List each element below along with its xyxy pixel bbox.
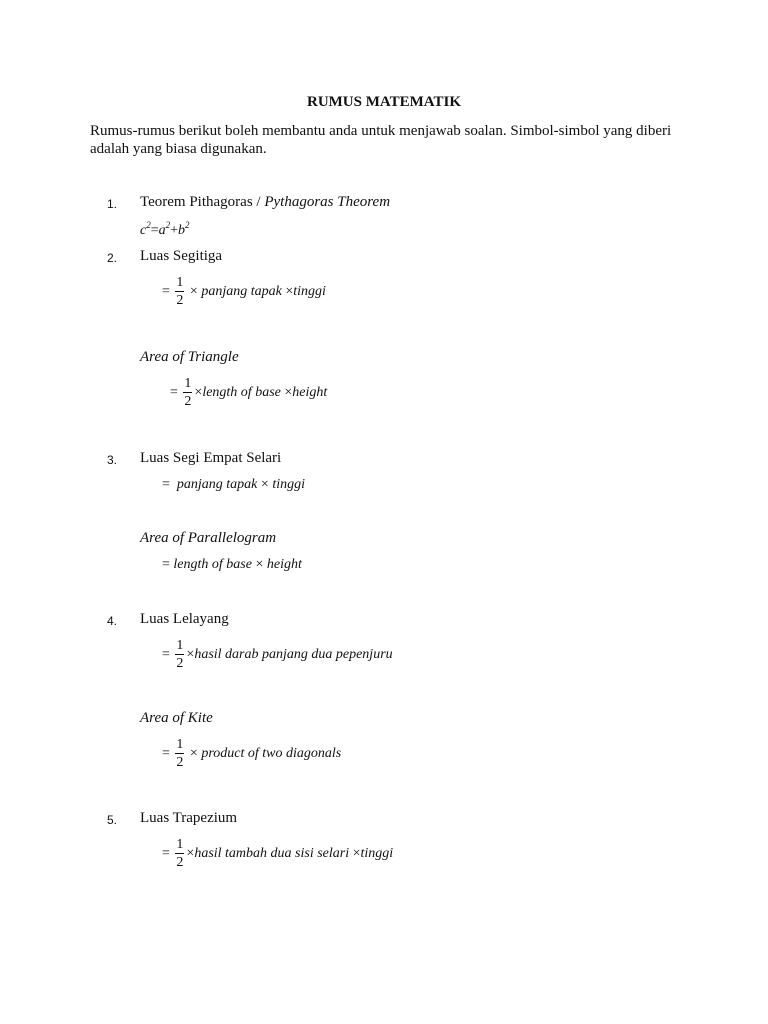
- item-heading-3: Luas Segi Empat Selari: [140, 450, 282, 466]
- pythagoras-formula: [140, 220, 190, 239]
- times-sign: ×: [285, 284, 294, 300]
- fraction-half: [183, 377, 192, 409]
- times-sign: ×: [189, 284, 198, 300]
- page-title: RUMUS MATEMATIK: [306, 94, 462, 110]
- heading-en: Pythagoras Theorem: [264, 194, 391, 210]
- item-heading-en-2: Area of Triangle: [140, 349, 239, 365]
- denominator: 2: [176, 755, 184, 770]
- var-b: b: [178, 223, 186, 238]
- times-sign: ×: [186, 647, 195, 663]
- times-sign: ×: [189, 746, 198, 762]
- numerator: 1: [184, 376, 192, 391]
- exponent: 2: [146, 220, 151, 230]
- item-number-3: 3.: [107, 453, 118, 467]
- fraction-half: [175, 838, 184, 870]
- kite-formula-ms: [162, 639, 393, 671]
- var-a: a: [158, 223, 166, 238]
- kite-formula-en: [162, 738, 341, 770]
- equals-sign: =: [170, 385, 178, 401]
- formula-text: length of base: [173, 557, 252, 572]
- formula-text: hasil darab panjang dua pepenjuru: [194, 647, 393, 663]
- fraction-half: [175, 738, 184, 770]
- denominator: 2: [176, 656, 184, 671]
- item-heading-1: [140, 194, 390, 211]
- times-sign: ×: [260, 477, 269, 492]
- formula-text: height: [266, 557, 302, 572]
- equals-sign: =: [162, 284, 170, 300]
- parallelogram-formula-en: [162, 557, 302, 573]
- triangle-formula-en: [170, 377, 327, 409]
- equals-sign: =: [162, 557, 170, 572]
- fraction-half: [175, 639, 184, 671]
- numerator: 1: [176, 638, 184, 653]
- numerator: 1: [176, 837, 184, 852]
- numerator: 1: [176, 737, 184, 752]
- item-number-2: 2.: [107, 251, 118, 265]
- item-number-5: 5.: [107, 813, 118, 827]
- item-heading-5: Luas Trapezium: [140, 810, 238, 826]
- times-sign: ×: [284, 385, 293, 401]
- times-sign: ×: [352, 846, 361, 862]
- times-sign: ×: [194, 385, 203, 401]
- equals-sign: =: [150, 223, 159, 238]
- equals-sign: =: [162, 647, 170, 663]
- item-heading-en-3: Area of Parallelogram: [140, 530, 277, 546]
- formula-text: tinggi: [293, 284, 326, 300]
- equals-sign: =: [162, 477, 170, 492]
- intro-paragraph: Rumus-rumus berikut boleh membantu anda untuk menjawab soalan. Simbol-simbol yang diberi adalah yang biasa digunakan.: [90, 123, 672, 157]
- denominator: 2: [176, 293, 184, 308]
- formula-text: tinggi: [360, 846, 394, 862]
- numerator: 1: [176, 275, 184, 290]
- heading-ms: Teorem Pithagoras: [140, 194, 253, 210]
- exponent: 2: [185, 220, 190, 230]
- plus-sign: +: [170, 223, 179, 238]
- exponent: 2: [165, 220, 171, 230]
- var-c: c: [140, 223, 147, 238]
- formula-text: product of two diagonals: [201, 746, 342, 762]
- item-number-4: 4.: [107, 614, 118, 628]
- item-heading-4: Luas Lelayang: [140, 611, 229, 627]
- denominator: 2: [184, 394, 192, 409]
- denominator: 2: [176, 855, 184, 870]
- formula-text: tinggi: [272, 477, 305, 492]
- formula-text: panjang tapak: [176, 477, 258, 492]
- formula-text: hasil tambah dua sisi selari: [194, 846, 350, 862]
- equals-sign: =: [162, 746, 170, 762]
- formula-text: height: [292, 385, 328, 401]
- equals-sign: =: [162, 846, 170, 862]
- formula-text: length of base: [202, 385, 281, 401]
- item-heading-en-4: Area of Kite: [140, 710, 213, 726]
- times-sign: ×: [255, 557, 264, 572]
- triangle-formula-ms: [162, 276, 326, 308]
- parallelogram-formula-ms: [162, 477, 305, 493]
- fraction-half: [175, 276, 184, 308]
- heading-separator: /: [252, 194, 265, 210]
- trapezium-formula-ms: [162, 838, 393, 870]
- formula-text: panjang tapak: [201, 284, 282, 300]
- item-heading-2: Luas Segitiga: [140, 248, 223, 264]
- times-sign: ×: [186, 846, 195, 862]
- item-number-1: 1.: [107, 197, 118, 211]
